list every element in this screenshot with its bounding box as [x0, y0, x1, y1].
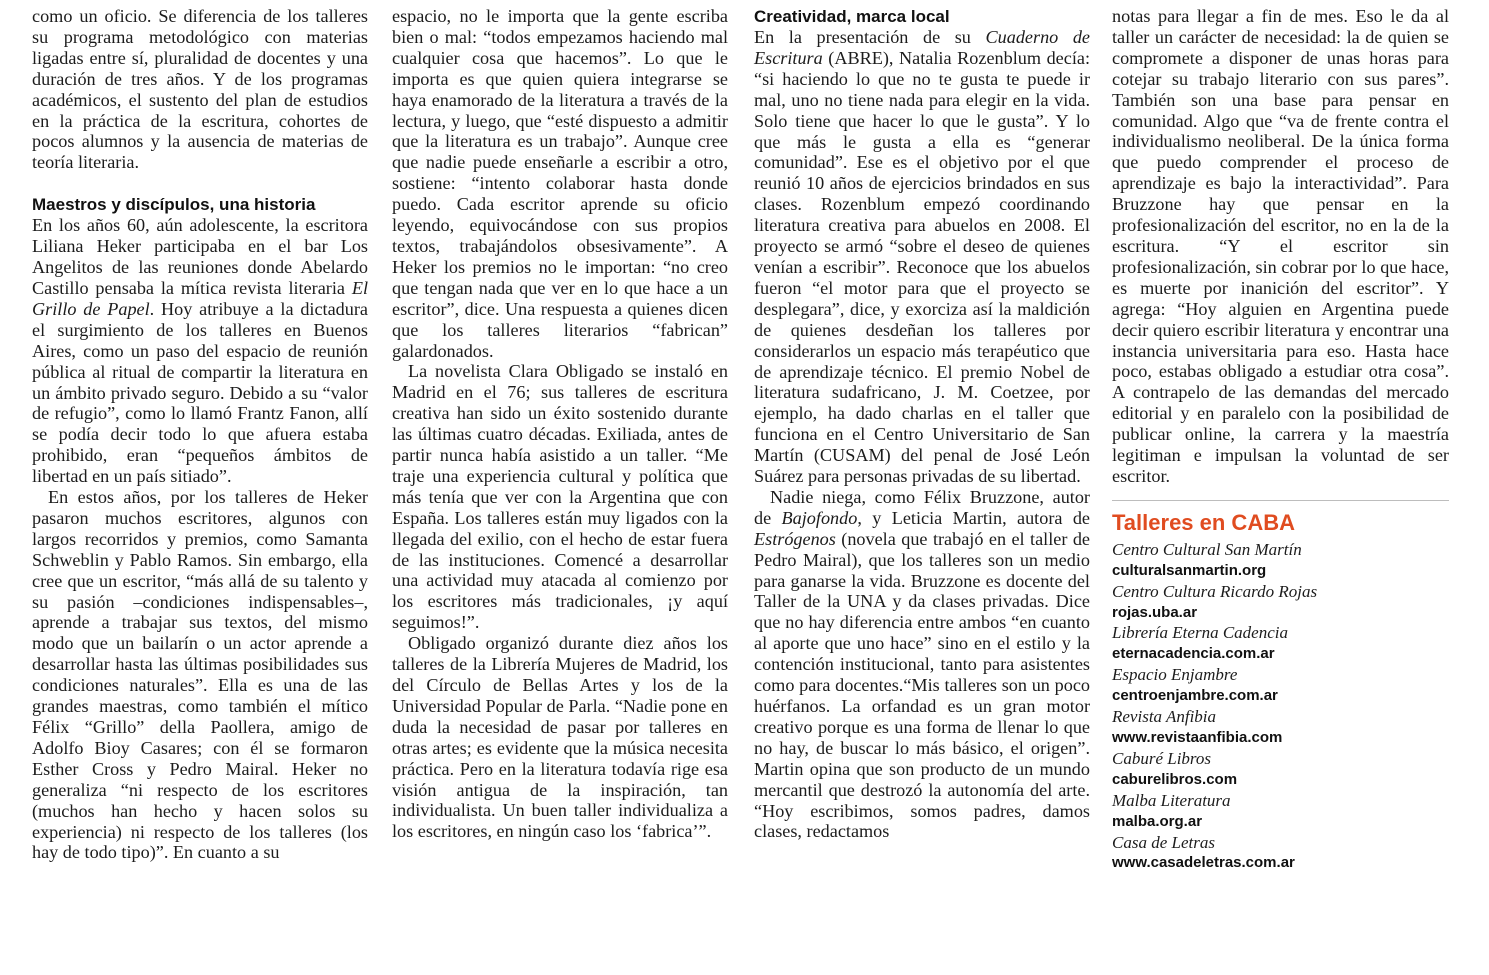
- venue-name: Centro Cultura Ricardo Rojas: [1112, 581, 1318, 601]
- sidebar-title: Talleres en CABA: [1112, 509, 1295, 535]
- publication-title: El Grillo de Papel: [32, 277, 368, 319]
- book-title: Bajofondo: [781, 507, 858, 528]
- venue-name: Librería Eterna Cadencia: [1112, 623, 1288, 643]
- article-column-3: [754, 6, 1090, 842]
- paragraph: La novelista Clara Obligado se instaló en Madrid en el 76; sus talleres de escritura creativa han sido un éxito sostenido durante las últimas cuatro décadas. Exiliada, antes de partir nunca había asistido a un taller. “Me traje una experiencia cultural y política que más tenía que ver con la Argentina que con España. Los talleres están muy ligados con la llegada del exilio, con el hecho de estar fuera de las instituciones. Comencé a desarrollar una actividad muy atacada al comienzo por los escritores más tradicionales, ¡y aquí seguimos!”.: [392, 361, 728, 633]
- paragraph: como un oficio. Se diferencia de los talleres su programa metodológico con materias ligadas entre sí, pluralidad de docentes y una duración de tres años. Y de los programas académicos, el sustento del plan de estudios en la práctica de la escritura, cohortes de pocos alumnos y la ausencia de materias de teoría literaria.: [32, 6, 368, 173]
- venue-name: Revista Anfibia: [1112, 707, 1217, 727]
- article-column-4: [1112, 6, 1449, 874]
- paragraph: Nadie niega, como Félix Bruzzone, autor de Bajofondo, y Leticia Martin, autora de Estrógenos (novela que trabajó en el taller de Pedro Mairal), que los talleres son un medio para ganarse la vida. Bruzzone es docente del Taller de la UNA y da clases privadas. Dice que no hay diferencia entre ambos “en cuanto al aporte que uno hace” sino en el estilo y la contención institucional, tanto para asistentes como para docentes.“Mis talleres son un poco huérfanos. La orfandad es un gran motor creativo porque es una forma de llenar lo que no hay, de buscar lo más básico, el origen”. Martin opina que son producto de un mundo mercantil que destrozó la autonomía del arte. “Hoy escribimos, somos padres, damos clases, redactamos: [754, 486, 1090, 842]
- venue-name: Centro Cultural San Martín: [1112, 539, 1302, 559]
- venue-name: Espacio Enjambre: [1112, 665, 1238, 685]
- paragraph: Obligado organizó durante diez años los talleres de la Librería Mujeres de Madrid, los del Círculo de Bellas Artes y los de la Universidad Popular de Parla. “Nadie pone en duda la necesidad de pasar por talleres en otras artes; es evidente que la música necesita práctica. Pero en la literatura todavía rige esa visión antigua de la inspiración, tan individualista. Un buen taller individualiza a los escritores, en ningún caso los ‘fabrica’”.: [392, 633, 728, 842]
- section-heading: Creatividad, marca local: [754, 7, 950, 26]
- book-title: Estrógenos: [754, 528, 836, 549]
- paragraph: En la presentación de su Cuaderno de Escritura (ABRE), Natalia Rozenblum decía: “si haciendo lo que no te gusta te puede ir mal, uno no tiene nada para elegir en la vida. Solo tiene que hacer lo que le gusta”. Y lo que más le gusta a ella es “generar comunidad”. Ese es el objetivo por el que reunió 10 años de ejercicios brindados en sus clases. Rozenblum empezó coordinando literatura creativa para abuelos en 2008. El proyecto se armó “sobre el deseo de quienes venían a escribir”. Reconoce que los abuelos fueron “el motor para que el proyecto se desplegara”, dice, y exorciza así la maldición de quienes desdeñan los talleres por considerarlos un espacio más terapéutico que de aprendizaje técnico. El premio Nobel de literatura sudafricano, J. M. Coetzee, por ejemplo, ha dado charlas en el taller que funciona en el Centro Universitario de San Martín (CUSAM) del penal de José León Suárez para personas privadas de su libertad.: [754, 27, 1090, 487]
- venue-url: caburelibros.com: [1112, 770, 1238, 788]
- article-column-1: [32, 6, 368, 863]
- paragraph: notas para llegar a fin de mes. Eso le da al taller un carácter de necesidad: la de quien se compromete a disponer de unas horas para cotejar su trabajo literario con sus pares”. También son una base para pensar en comunidad. Algo que “va de frente contra el individualismo neoliberal. De la única forma que puedo comprender el proceso de aprendizaje es bajo la interactividad”. Para Bruzzone hay que pensar en la profesionalización del escritor, no en la de la escritura. “Y el escritor sin profesionalización, sin cobrar por lo que hace, es muerte por inanición del escritor”. Y agrega: “Hoy alguien en Argentina puede decir quiero escribir literatura y encontrar una instancia universitaria para eso. Hasta hace poco, estabas obligado a estudiar otra cosa”. A contrapelo de las demandas del mercado editorial y en paralelo con la posibilidad de publicar online, la carrera y la maestría legitiman e impulsan la voluntad de ser escritor.: [1112, 6, 1449, 486]
- sidebar-divider: [1112, 500, 1449, 501]
- venue-url: culturalsanmartin.org: [1112, 561, 1267, 579]
- paragraph: En estos años, por los talleres de Heker pasaron muchos escritores, algunos con largos recorridos y premios, como Samanta Schweblin y Pablo Ramos. Sin embargo, ella cree que un escritor, “más allá de su talento y su pasión –condiciones indispensables–, aprende a trabajar sus textos, del mismo modo que un bailarín o un actor aprende a desarrollar hasta las últimas posibilidades sus condiciones naturales”. Ella es una de las grandes maestras, como también el mítico Félix “Grillo” della Paollera, amigo de Adolfo Bioy Casares; con él se formaron Esther Cross y Pedro Mairal. Heker no generaliza “ni respecto de los escritores (muchos han hecho y hacen solos su experiencia) ni respecto de los talleres (los hay de todo tipo)”. En cuanto a su: [32, 487, 368, 863]
- book-title: Cuaderno de Escritura: [754, 27, 1090, 68]
- article-column-2: [392, 6, 728, 842]
- paragraph: En los años 60, aún adolescente, la escritora Liliana Heker participaba en el bar Los Angelitos de las reuniones donde Abelardo Castillo pensaba la mítica revista literaria El Grillo de Papel. Hoy atribuye a la dictadura el surgimiento de los talleres en Buenos Aires, como un paso del espacio de reunión pública al ritual de compartir la literatura en un ámbito privado seguro. Debido a su “valor de refugio”, como lo llamó Frantz Fanon, allí se podía decir todo lo que afuera estaba prohibido, eran “pequeños ámbitos de libertad en un país sitiado”.: [32, 215, 368, 487]
- section-heading: Maestros y discípulos, una historia: [32, 195, 316, 215]
- venue-name: Caburé Libros: [1112, 748, 1212, 768]
- venue-name: Casa de Letras: [1112, 832, 1215, 852]
- venue-url: rojas.uba.ar: [1112, 603, 1198, 621]
- venue-name: Malba Literatura: [1112, 790, 1231, 810]
- venue-list: [1112, 540, 1449, 875]
- paragraph: espacio, no le importa que la gente escriba bien o mal: “todos empezamos haciendo mal cualquier cosa que hacemos”. Lo que le importa es que quien quiera integrarse se haya enamorado de la literatura a través de la lectura, y luego, que “esté dispuesto a admitir que la literatura es un trabajo”. Aunque cree que nadie puede enseñarle a escribir a otro, sostiene: “intento colaborar hasta donde puedo. Cada escritor aprende su oficio leyendo, equivocándose con sus propios textos, trabajándolos obsesivamente”. A Heker los premios no le importan: “no creo que tengan nada que ver en lo que hace a un escritor”, dice. Una respuesta a quienes dicen que los talleres literarios “fabrican” galardonados.: [392, 6, 728, 361]
- venue-url: eternacadencia.com.ar: [1112, 645, 1275, 663]
- venue-url: www.casadeletras.com.ar: [1112, 854, 1295, 872]
- venue-url: malba.org.ar: [1112, 812, 1203, 830]
- venue-url: centroenjambre.com.ar: [1112, 687, 1278, 705]
- venue-url: www.revistaanfibia.com: [1112, 729, 1283, 746]
